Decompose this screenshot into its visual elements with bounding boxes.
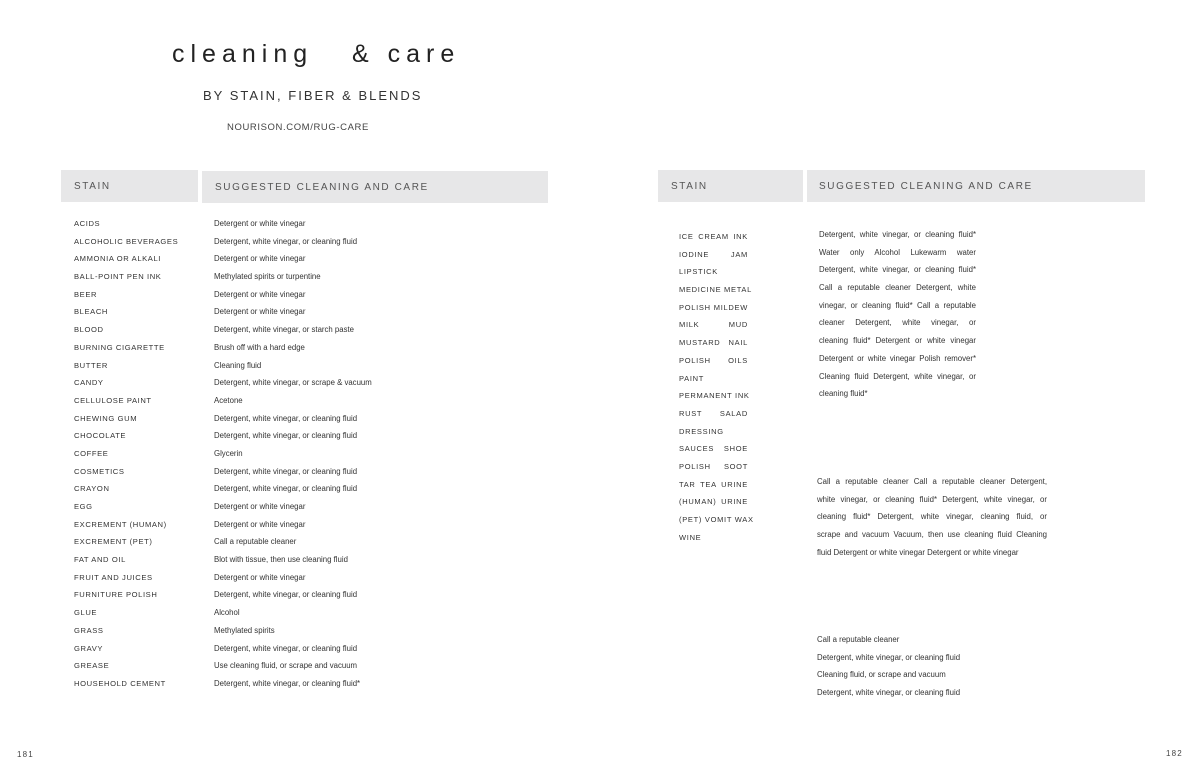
care-line: fluid Detergent or white vinegar Detergent or white vinegar: [817, 547, 1019, 557]
stain-line: WINE: [679, 532, 702, 542]
stain-name: FAT AND OIL: [74, 555, 126, 565]
care-instruction: Detergent or white vinegar: [214, 219, 306, 228]
care-instruction: Methylated spirits or turpentine: [214, 272, 321, 282]
care-instruction: Detergent, white vinegar, or cleaning fluid: [214, 236, 358, 246]
stain-line: RUST SALAD: [679, 408, 748, 418]
stain-line: POLISH SOOT: [679, 461, 748, 471]
stain-name: GRAVY: [74, 643, 104, 653]
stain-name: COSMETICS: [74, 466, 125, 476]
stain-name: ACIDS: [74, 219, 101, 228]
care-paragraph-1: [819, 226, 976, 403]
page-subtitle: BY STAIN, FIBER & BLENDS: [203, 88, 423, 103]
care-list: [214, 215, 534, 693]
stain-name: FURNITURE POLISH: [74, 590, 158, 600]
care-line: Call a reputable cleaner: [817, 635, 900, 644]
stain-line: MILK MUD: [679, 320, 748, 330]
care-line: Water only Alcohol Lukewarm water: [819, 247, 976, 257]
care-paragraph-3: [817, 631, 1017, 702]
care-line: cleaning fluid* Detergent or white vinegar: [819, 336, 976, 346]
stain-name: GRASS: [74, 625, 104, 635]
care-instruction: Detergent or white vinegar: [214, 307, 306, 317]
care-instruction: Detergent, white vinegar, or starch paste: [214, 325, 354, 335]
stain-name: CHOCOLATE: [74, 431, 127, 441]
stain-name: EXCREMENT (HUMAN): [74, 519, 167, 529]
care-instruction: Detergent, white vinegar, or cleaning fluid: [214, 431, 358, 441]
care-instruction: Detergent or white vinegar: [214, 289, 306, 299]
care-instruction: Alcohol: [214, 608, 240, 618]
care-instruction: Detergent, white vinegar, or cleaning fluid: [214, 484, 358, 494]
care-instruction: Detergent, white vinegar, or scrape & vacuum: [214, 378, 372, 388]
care-instruction: Detergent or white vinegar: [214, 502, 306, 511]
care-instruction: Glycerin: [214, 448, 243, 458]
stain-line: POLISH OILS: [679, 355, 748, 365]
stain-name: GLUE: [74, 608, 98, 618]
right-care-column-header: SUGGESTED CLEANING AND CARE: [807, 170, 1145, 202]
stain-line: DRESSING: [679, 426, 724, 436]
care-instruction: Use cleaning fluid, or scrape and vacuum: [214, 661, 358, 671]
care-instruction: Call a reputable cleaner: [214, 537, 297, 547]
care-instruction: Detergent, white vinegar, or cleaning fluid: [214, 590, 358, 600]
care-line: vinegar, or cleaning fluid* Call a reputable: [819, 300, 976, 310]
stain-name: BLEACH: [74, 307, 108, 317]
care-line: Cleaning fluid Detergent, white vinegar, or: [819, 371, 976, 381]
stain-name: BALL-POINT PEN INK: [74, 272, 162, 282]
care-line: Detergent or white vinegar Polish remover*: [819, 353, 976, 363]
stain-line: MEDICINE METAL: [679, 285, 753, 295]
care-line: cleaner Detergent, white vinegar, or: [819, 318, 976, 328]
stain-name: CELLULOSE PAINT: [74, 395, 152, 405]
care-line: cleaning fluid*: [819, 389, 868, 399]
care-line: white vinegar, or cleaning fluid* Detergent, white vinegar, or: [817, 494, 1047, 504]
care-line: Call a reputable cleaner Call a reputable cleaner Detergent,: [817, 477, 1047, 486]
stain-name: BEER: [74, 289, 98, 299]
right-stain-list: [679, 228, 754, 546]
stain-name: FRUIT AND JUICES: [74, 572, 153, 582]
care-line: Call a reputable cleaner Detergent, white: [819, 283, 976, 293]
care-line: Detergent, white vinegar, or cleaning fluid: [817, 652, 961, 662]
stain-line: PERMANENT INK: [679, 391, 750, 401]
care-instruction: Detergent, white vinegar, or cleaning fluid: [214, 413, 358, 423]
stain-list: [74, 215, 198, 693]
stain-line: (HUMAN) URINE: [679, 497, 748, 507]
left-page-number: 181: [17, 750, 34, 759]
care-instruction: Detergent or white vinegar: [214, 519, 306, 529]
stain-name: EXCREMENT (PET): [74, 537, 153, 547]
stain-name: GREASE: [74, 661, 110, 671]
stain-name: HOUSEHOLD CEMENT: [74, 678, 166, 688]
care-instruction: Acetone: [214, 395, 243, 405]
stain-column-header: STAIN: [61, 170, 198, 202]
stain-name: BURNING CIGARETTE: [74, 342, 165, 352]
stain-line: TAR TEA URINE: [679, 479, 748, 489]
stain-name: CHEWING GUM: [74, 413, 138, 423]
stain-name: BLOOD: [74, 325, 104, 335]
care-line: Detergent, white vinegar, or cleaning fluid*: [819, 230, 976, 239]
right-stain-column-header: STAIN: [658, 170, 803, 202]
care-line: scrape and vacuum Vacuum, then use cleaning fluid Cleaning: [817, 530, 1047, 540]
care-line: Cleaning fluid, or scrape and vacuum: [817, 670, 946, 680]
care-instruction: Detergent, white vinegar, or cleaning fluid*: [214, 678, 361, 688]
care-instruction: Methylated spirits: [214, 625, 275, 635]
stain-line: PAINT: [679, 373, 705, 383]
right-page-number: 182: [1166, 749, 1183, 758]
care-line: Detergent, white vinegar, or cleaning fluid: [817, 688, 961, 698]
stain-name: ALCOHOLIC BEVERAGES: [74, 236, 179, 246]
care-instruction: Detergent or white vinegar: [214, 254, 306, 264]
stain-name: CRAYON: [74, 484, 110, 494]
care-instruction: Detergent, white vinegar, or cleaning fluid: [214, 643, 358, 653]
stain-line: POLISH MILDEW: [679, 302, 748, 312]
care-instruction: Blot with tissue, then use cleaning fluid: [214, 555, 348, 565]
care-instruction: Brush off with a hard edge: [214, 342, 305, 352]
stain-line: (PET) VOMIT WAX: [679, 515, 754, 524]
page-title: cleaning & care: [172, 40, 461, 68]
stain-name: EGG: [74, 502, 93, 511]
stain-name: COFFEE: [74, 448, 109, 458]
stain-line: MUSTARD NAIL: [679, 338, 748, 348]
stain-line: LIPSTICK: [679, 267, 718, 277]
stain-line: ICE CREAM INK: [679, 232, 748, 241]
care-paragraph-2: [817, 473, 1047, 561]
stain-name: BUTTER: [74, 360, 108, 370]
care-line: Detergent, white vinegar, or cleaning fluid*: [819, 265, 976, 275]
care-instruction: Cleaning fluid: [214, 360, 262, 370]
care-line: cleaning fluid* Detergent, white vinegar, cleaning fluid, or: [817, 512, 1047, 522]
care-column-header: SUGGESTED CLEANING AND CARE: [202, 171, 548, 203]
care-instruction: Detergent, white vinegar, or cleaning fluid: [214, 466, 358, 476]
care-instruction: Detergent or white vinegar: [214, 572, 306, 582]
stain-line: IODINE JAM: [679, 249, 748, 259]
stain-name: CANDY: [74, 378, 104, 388]
care-url: NOURISON.COM/RUG-CARE: [227, 122, 369, 133]
stain-name: AMMONIA OR ALKALI: [74, 254, 162, 264]
stain-line: SAUCES SHOE: [679, 444, 748, 454]
